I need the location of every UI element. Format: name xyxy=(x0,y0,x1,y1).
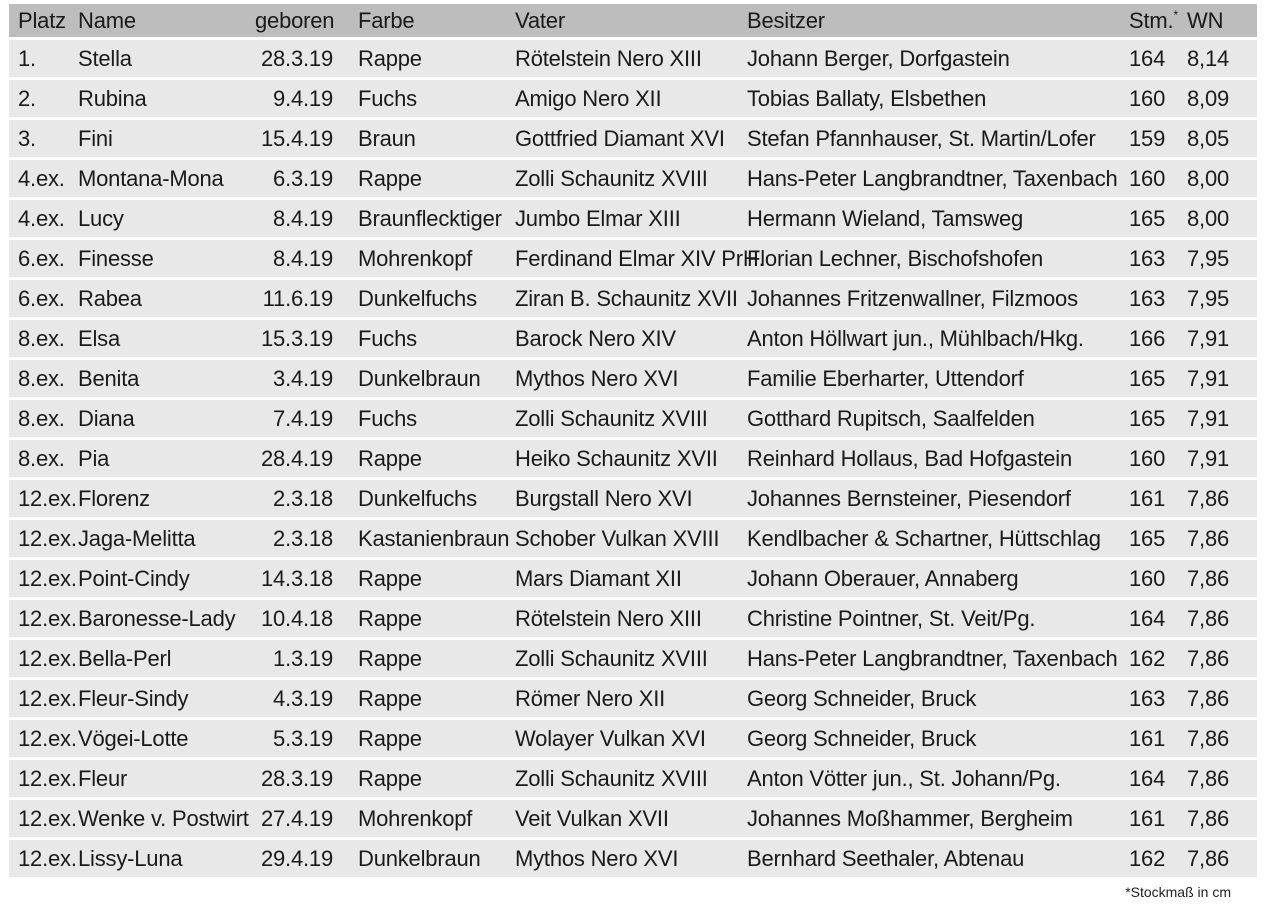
footnote: *Stockmaß in cm xyxy=(1125,884,1231,900)
cell-farbe: Rappe xyxy=(358,46,422,71)
cell-geboren: 28.4.19 xyxy=(260,446,333,471)
cell-stm: 164 xyxy=(1129,606,1166,631)
cell-stm: 165 xyxy=(1129,406,1166,431)
cell-farbe: Dunkelbraun xyxy=(358,366,481,391)
cell-farbe: Rappe xyxy=(358,566,422,591)
cell-platz: 8.ex. xyxy=(18,406,65,431)
cell-platz: 1. xyxy=(18,46,36,71)
cell-farbe: Fuchs xyxy=(358,406,417,431)
cell-wn: 7,86 xyxy=(1187,566,1230,591)
header-besitzer: Besitzer xyxy=(747,8,825,33)
cell-platz: 12.ex. xyxy=(18,486,77,511)
header-stm-footnote-mark: * xyxy=(1173,8,1178,22)
cell-name: Jaga-Melitta xyxy=(78,526,196,551)
cell-stm: 165 xyxy=(1129,366,1166,391)
cell-name: Diana xyxy=(78,406,135,431)
cell-vater: Zolli Schaunitz XVIII xyxy=(515,646,708,671)
table-row xyxy=(9,600,1257,637)
cell-farbe: Kastanienbraun xyxy=(358,526,510,551)
cell-stm: 165 xyxy=(1129,526,1166,551)
cell-vater: Römer Nero XII xyxy=(515,686,666,711)
cell-platz: 8.ex. xyxy=(18,366,65,391)
cell-stm: 162 xyxy=(1129,646,1166,671)
cell-stm: 160 xyxy=(1129,166,1166,191)
cell-stm: 163 xyxy=(1129,286,1166,311)
cell-besitzer: Familie Eberharter, Uttendorf xyxy=(747,366,1024,391)
cell-farbe: Rappe xyxy=(358,166,422,191)
table-row xyxy=(9,760,1257,797)
cell-geboren: 14.3.18 xyxy=(260,566,333,591)
cell-name: Benita xyxy=(78,366,140,391)
cell-besitzer: Johannes Bernsteiner, Piesendorf xyxy=(747,486,1071,511)
cell-platz: 12.ex. xyxy=(18,846,77,871)
cell-farbe: Mohrenkopf xyxy=(358,246,473,271)
cell-platz: 12.ex. xyxy=(18,686,77,711)
cell-wn: 7,86 xyxy=(1187,486,1230,511)
cell-vater: Mythos Nero XVI xyxy=(515,366,679,391)
cell-farbe: Dunkelfuchs xyxy=(358,486,477,511)
cell-stm: 163 xyxy=(1129,686,1166,711)
table-row xyxy=(9,360,1257,397)
cell-vater: Gottfried Diamant XVI xyxy=(515,126,725,151)
cell-platz: 12.ex. xyxy=(18,766,77,791)
cell-name: Lucy xyxy=(78,206,124,231)
cell-stm: 159 xyxy=(1129,126,1166,151)
cell-geboren: 7.4.19 xyxy=(273,406,333,431)
cell-geboren: 2.3.18 xyxy=(273,486,333,511)
table-row xyxy=(9,40,1257,77)
cell-besitzer: Christine Pointner, St. Veit/Pg. xyxy=(747,606,1036,631)
cell-besitzer: Johann Oberauer, Annaberg xyxy=(747,566,1019,591)
cell-platz: 2. xyxy=(18,86,36,111)
cell-geboren: 6.3.19 xyxy=(273,166,333,191)
cell-besitzer: Hermann Wieland, Tamsweg xyxy=(747,206,1024,231)
table-row xyxy=(9,720,1257,757)
cell-stm: 164 xyxy=(1129,766,1166,791)
cell-vater: Schober Vulkan XVIII xyxy=(515,526,720,551)
cell-name: Wenke v. Postwirt xyxy=(78,806,249,831)
cell-wn: 7,91 xyxy=(1187,446,1230,471)
table-row xyxy=(9,680,1257,717)
cell-geboren: 2.3.18 xyxy=(273,526,333,551)
cell-stm: 160 xyxy=(1129,566,1166,591)
cell-platz: 12.ex. xyxy=(18,726,77,751)
cell-wn: 7,86 xyxy=(1187,766,1230,791)
table-row xyxy=(9,200,1257,237)
table-header xyxy=(9,4,1257,37)
cell-geboren: 8.4.19 xyxy=(273,206,333,231)
cell-besitzer: Johann Berger, Dorfgastein xyxy=(747,46,1010,71)
cell-geboren: 5.3.19 xyxy=(273,726,333,751)
header-vater: Vater xyxy=(515,8,565,33)
cell-wn: 8,14 xyxy=(1187,46,1230,71)
table-row xyxy=(9,440,1257,477)
table-row xyxy=(9,800,1257,837)
cell-besitzer: Hans-Peter Langbrandtner, Taxenbach xyxy=(747,646,1118,671)
cell-besitzer: Anton Vötter jun., St. Johann/Pg. xyxy=(747,766,1061,791)
cell-farbe: Rappe xyxy=(358,766,422,791)
table-row xyxy=(9,240,1257,277)
cell-platz: 6.ex. xyxy=(18,246,65,271)
cell-name: Stella xyxy=(78,46,132,71)
cell-platz: 3. xyxy=(18,126,36,151)
header-geboren: geboren xyxy=(255,8,335,33)
header-stm xyxy=(1129,4,1178,37)
cell-wn: 7,91 xyxy=(1187,406,1230,431)
cell-stm: 166 xyxy=(1129,326,1166,351)
cell-wn: 7,91 xyxy=(1187,326,1230,351)
cell-vater: Ferdinand Elmar XIV PrH. xyxy=(515,246,765,271)
cell-geboren: 15.4.19 xyxy=(260,126,333,151)
cell-besitzer: Hans-Peter Langbrandtner, Taxenbach xyxy=(747,166,1118,191)
cell-vater: Rötelstein Nero XIII xyxy=(515,606,702,631)
cell-platz: 12.ex. xyxy=(18,646,77,671)
table-row xyxy=(9,280,1257,317)
cell-name: Finesse xyxy=(78,246,154,271)
cell-farbe: Rappe xyxy=(358,646,422,671)
cell-geboren: 27.4.19 xyxy=(260,806,333,831)
cell-geboren: 11.6.19 xyxy=(262,286,333,311)
cell-name: Fleur-Sindy xyxy=(78,686,189,711)
cell-stm: 160 xyxy=(1129,86,1166,111)
cell-platz: 12.ex. xyxy=(18,606,77,631)
cell-vater: Mars Diamant XII xyxy=(515,566,682,591)
header-wn: WN xyxy=(1187,8,1224,33)
header-farbe: Farbe xyxy=(358,8,415,33)
cell-besitzer: Reinhard Hollaus, Bad Hofgastein xyxy=(747,446,1073,471)
cell-geboren: 28.3.19 xyxy=(260,766,333,791)
cell-wn: 8,00 xyxy=(1187,166,1230,191)
cell-vater: Zolli Schaunitz XVIII xyxy=(515,406,708,431)
cell-name: Florenz xyxy=(78,486,150,511)
cell-vater: Heiko Schaunitz XVII xyxy=(515,446,718,471)
cell-name: Lissy-Luna xyxy=(78,846,183,871)
cell-besitzer: Stefan Pfannhauser, St. Martin/Lofer xyxy=(747,126,1096,151)
cell-farbe: Rappe xyxy=(358,726,422,751)
cell-name: Montana-Mona xyxy=(78,166,224,191)
cell-vater: Zolli Schaunitz XVIII xyxy=(515,166,708,191)
header-platz: Platz xyxy=(18,8,66,33)
cell-geboren: 8.4.19 xyxy=(273,246,333,271)
cell-farbe: Rappe xyxy=(358,606,422,631)
cell-geboren: 28.3.19 xyxy=(260,46,333,71)
table-row xyxy=(9,400,1257,437)
table-row xyxy=(9,120,1257,157)
cell-stm: 165 xyxy=(1129,206,1166,231)
cell-stm: 160 xyxy=(1129,446,1166,471)
cell-geboren: 10.4.18 xyxy=(260,606,333,631)
cell-platz: 12.ex. xyxy=(18,526,77,551)
cell-name: Pia xyxy=(78,446,110,471)
cell-name: Fini xyxy=(78,126,113,151)
cell-farbe: Dunkelfuchs xyxy=(358,286,477,311)
cell-farbe: Mohrenkopf xyxy=(358,806,473,831)
cell-vater: Burgstall Nero XVI xyxy=(515,486,693,511)
cell-wn: 7,86 xyxy=(1187,846,1230,871)
cell-vater: Rötelstein Nero XIII xyxy=(515,46,702,71)
cell-vater: Veit Vulkan XVII xyxy=(515,806,669,831)
cell-besitzer: Georg Schneider, Bruck xyxy=(747,686,977,711)
cell-name: Bella-Perl xyxy=(78,646,172,671)
cell-stm: 161 xyxy=(1129,486,1166,511)
cell-name: Vögei-Lotte xyxy=(78,726,189,751)
cell-geboren: 9.4.19 xyxy=(273,86,333,111)
cell-wn: 7,86 xyxy=(1187,606,1230,631)
cell-vater: Zolli Schaunitz XVIII xyxy=(515,766,708,791)
cell-stm: 161 xyxy=(1129,806,1166,831)
cell-stm: 162 xyxy=(1129,846,1166,871)
cell-besitzer: Johannes Moßhammer, Bergheim xyxy=(747,806,1073,831)
results-table xyxy=(9,4,1257,880)
cell-wn: 7,95 xyxy=(1187,246,1230,271)
cell-wn: 8,09 xyxy=(1187,86,1230,111)
cell-platz: 4.ex. xyxy=(18,166,65,191)
cell-platz: 8.ex. xyxy=(18,326,65,351)
cell-vater: Amigo Nero XII xyxy=(515,86,662,111)
header-stm-label: Stm. xyxy=(1129,8,1174,33)
cell-besitzer: Tobias Ballaty, Elsbethen xyxy=(747,86,987,111)
cell-name: Rabea xyxy=(78,286,142,311)
cell-besitzer: Johannes Fritzenwallner, Filzmoos xyxy=(747,286,1078,311)
cell-wn: 8,05 xyxy=(1187,126,1230,151)
cell-wn: 7,95 xyxy=(1187,286,1230,311)
cell-geboren: 1.3.19 xyxy=(273,646,333,671)
cell-vater: Barock Nero XIV xyxy=(515,326,676,351)
cell-name: Point-Cindy xyxy=(78,566,190,591)
cell-platz: 12.ex. xyxy=(18,566,77,591)
cell-name: Rubina xyxy=(78,86,147,111)
cell-wn: 7,86 xyxy=(1187,686,1230,711)
cell-geboren: 4.3.19 xyxy=(273,686,333,711)
cell-besitzer: Kendlbacher & Schartner, Hüttschlag xyxy=(747,526,1101,551)
cell-farbe: Braun xyxy=(358,126,416,151)
cell-farbe: Rappe xyxy=(358,686,422,711)
cell-platz: 12.ex. xyxy=(18,806,77,831)
cell-geboren: 15.3.19 xyxy=(260,326,333,351)
cell-stm: 163 xyxy=(1129,246,1166,271)
cell-besitzer: Gotthard Rupitsch, Saalfelden xyxy=(747,406,1035,431)
cell-vater: Jumbo Elmar XIII xyxy=(515,206,681,231)
cell-stm: 161 xyxy=(1129,726,1166,751)
table-row xyxy=(9,320,1257,357)
cell-platz: 4.ex. xyxy=(18,206,65,231)
cell-vater: Mythos Nero XVI xyxy=(515,846,679,871)
cell-stm: 164 xyxy=(1129,46,1166,71)
cell-wn: 7,86 xyxy=(1187,526,1230,551)
cell-farbe: Rappe xyxy=(358,446,422,471)
cell-besitzer: Anton Höllwart jun., Mühlbach/Hkg. xyxy=(747,326,1084,351)
table-row xyxy=(9,160,1257,197)
table-row xyxy=(9,640,1257,677)
table-row xyxy=(9,560,1257,597)
cell-besitzer: Bernhard Seethaler, Abtenau xyxy=(747,846,1025,871)
cell-geboren: 29.4.19 xyxy=(260,846,333,871)
table-row xyxy=(9,80,1257,117)
cell-wn: 7,91 xyxy=(1187,366,1230,391)
cell-wn: 8,00 xyxy=(1187,206,1230,231)
cell-name: Baronesse-Lady xyxy=(78,606,236,631)
cell-besitzer: Florian Lechner, Bischofshofen xyxy=(747,246,1044,271)
cell-vater: Ziran B. Schaunitz XVII xyxy=(515,286,738,311)
table-row xyxy=(9,480,1257,517)
cell-platz: 8.ex. xyxy=(18,446,65,471)
cell-wn: 7,86 xyxy=(1187,726,1230,751)
cell-name: Elsa xyxy=(78,326,120,351)
cell-farbe: Braunflecktiger xyxy=(358,206,502,231)
cell-wn: 7,86 xyxy=(1187,806,1230,831)
table-row xyxy=(9,840,1257,877)
cell-wn: 7,86 xyxy=(1187,646,1230,671)
cell-name: Fleur xyxy=(78,766,128,791)
cell-vater: Wolayer Vulkan XVI xyxy=(515,726,706,751)
table-row xyxy=(9,520,1257,557)
cell-farbe: Fuchs xyxy=(358,326,417,351)
cell-besitzer: Georg Schneider, Bruck xyxy=(747,726,977,751)
header-name: Name xyxy=(78,8,136,33)
cell-farbe: Dunkelbraun xyxy=(358,846,481,871)
cell-platz: 6.ex. xyxy=(18,286,65,311)
cell-farbe: Fuchs xyxy=(358,86,417,111)
table-body xyxy=(9,40,1257,877)
cell-geboren: 3.4.19 xyxy=(273,366,333,391)
